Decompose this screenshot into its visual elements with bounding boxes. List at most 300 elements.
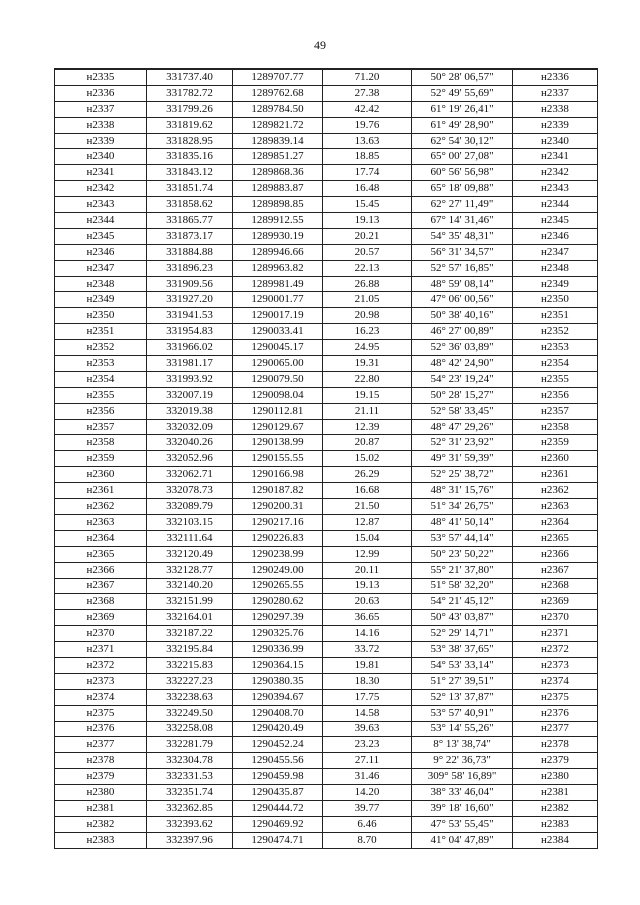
x-coordinate-cell: 332249.50 <box>147 705 233 721</box>
table-row <box>55 403 598 419</box>
x-coordinate-cell: 332304.78 <box>147 753 233 769</box>
next-point-cell: н2384 <box>513 832 598 848</box>
distance-cell: 19.81 <box>323 657 412 673</box>
y-coordinate-cell: 1290155.55 <box>233 451 323 467</box>
x-coordinate-cell: 331819.62 <box>147 117 233 133</box>
x-coordinate-cell: 331865.77 <box>147 213 233 229</box>
next-point-cell: н2347 <box>513 244 598 260</box>
x-coordinate-cell: 332362.85 <box>147 800 233 816</box>
x-coordinate-cell: 332062.71 <box>147 467 233 483</box>
distance-cell: 8.70 <box>323 832 412 848</box>
distance-cell: 33.72 <box>323 642 412 658</box>
distance-cell: 21.11 <box>323 403 412 419</box>
x-coordinate-cell: 332238.63 <box>147 689 233 705</box>
y-coordinate-cell: 1289851.27 <box>233 149 323 165</box>
distance-cell: 20.11 <box>323 562 412 578</box>
y-coordinate-cell: 1290065.00 <box>233 356 323 372</box>
direction-angle-cell: 48° 47' 29,26" <box>412 419 513 435</box>
point-id-cell: н2341 <box>55 165 147 181</box>
table-row <box>55 308 598 324</box>
y-coordinate-cell: 1289821.72 <box>233 117 323 133</box>
direction-angle-cell: 53° 14' 55,26" <box>412 721 513 737</box>
next-point-cell: н2353 <box>513 340 598 356</box>
distance-cell: 14.16 <box>323 626 412 642</box>
x-coordinate-cell: 332128.77 <box>147 562 233 578</box>
distance-cell: 13.63 <box>323 133 412 149</box>
x-coordinate-cell: 332019.38 <box>147 403 233 419</box>
table-row <box>55 69 598 85</box>
table-row <box>55 594 598 610</box>
distance-cell: 17.74 <box>323 165 412 181</box>
table-row <box>55 737 598 753</box>
y-coordinate-cell: 1290217.16 <box>233 514 323 530</box>
distance-cell: 16.68 <box>323 483 412 499</box>
point-id-cell: н2347 <box>55 260 147 276</box>
point-id-cell: н2382 <box>55 816 147 832</box>
next-point-cell: н2359 <box>513 435 598 451</box>
point-id-cell: н2375 <box>55 705 147 721</box>
x-coordinate-cell: 332052.96 <box>147 451 233 467</box>
x-coordinate-cell: 332397.96 <box>147 832 233 848</box>
direction-angle-cell: 56° 31' 34,57" <box>412 244 513 260</box>
x-coordinate-cell: 332195.84 <box>147 642 233 658</box>
table-row <box>55 451 598 467</box>
next-point-cell: н2343 <box>513 181 598 197</box>
distance-cell: 20.98 <box>323 308 412 324</box>
y-coordinate-cell: 1289784.50 <box>233 101 323 117</box>
direction-angle-cell: 309° 58' 16,89" <box>412 769 513 785</box>
next-point-cell: н2378 <box>513 737 598 753</box>
table-row <box>55 483 598 499</box>
direction-angle-cell: 39° 18' 16,60" <box>412 800 513 816</box>
next-point-cell: н2354 <box>513 356 598 372</box>
x-coordinate-cell: 332078.73 <box>147 483 233 499</box>
point-id-cell: н2361 <box>55 483 147 499</box>
point-id-cell: н2346 <box>55 244 147 260</box>
next-point-cell: н2379 <box>513 753 598 769</box>
direction-angle-cell: 53° 57' 44,14" <box>412 530 513 546</box>
next-point-cell: н2380 <box>513 769 598 785</box>
direction-angle-cell: 46° 27' 00,89" <box>412 324 513 340</box>
x-coordinate-cell: 332258.08 <box>147 721 233 737</box>
point-id-cell: н2349 <box>55 292 147 308</box>
point-id-cell: н2345 <box>55 228 147 244</box>
next-point-cell: н2344 <box>513 197 598 213</box>
y-coordinate-cell: 1290265.55 <box>233 578 323 594</box>
table-row <box>55 546 598 562</box>
direction-angle-cell: 50° 28' 15,27" <box>412 387 513 403</box>
y-coordinate-cell: 1290226.83 <box>233 530 323 546</box>
distance-cell: 24.95 <box>323 340 412 356</box>
distance-cell: 22.80 <box>323 371 412 387</box>
distance-cell: 12.87 <box>323 514 412 530</box>
table-row <box>55 769 598 785</box>
y-coordinate-cell: 1289963.82 <box>233 260 323 276</box>
direction-angle-cell: 51° 58' 32,20" <box>412 578 513 594</box>
table-row <box>55 626 598 642</box>
x-coordinate-cell: 332187.22 <box>147 626 233 642</box>
distance-cell: 26.88 <box>323 276 412 292</box>
point-id-cell: н2372 <box>55 657 147 673</box>
next-point-cell: н2366 <box>513 546 598 562</box>
next-point-cell: н2356 <box>513 387 598 403</box>
table-row <box>55 260 598 276</box>
point-id-cell: н2358 <box>55 435 147 451</box>
table-row <box>55 673 598 689</box>
x-coordinate-cell: 331909.56 <box>147 276 233 292</box>
x-coordinate-cell: 331858.62 <box>147 197 233 213</box>
table-row <box>55 435 598 451</box>
table-row <box>55 800 598 816</box>
distance-cell: 15.45 <box>323 197 412 213</box>
point-id-cell: н2370 <box>55 626 147 642</box>
y-coordinate-cell: 1289839.14 <box>233 133 323 149</box>
y-coordinate-cell: 1290474.71 <box>233 832 323 848</box>
point-id-cell: н2337 <box>55 101 147 117</box>
point-id-cell: н2340 <box>55 149 147 165</box>
y-coordinate-cell: 1290200.31 <box>233 499 323 515</box>
table-row <box>55 785 598 801</box>
x-coordinate-cell: 332227.23 <box>147 673 233 689</box>
x-coordinate-cell: 332393.62 <box>147 816 233 832</box>
direction-angle-cell: 47° 53' 55,45" <box>412 816 513 832</box>
next-point-cell: н2351 <box>513 308 598 324</box>
distance-cell: 20.63 <box>323 594 412 610</box>
y-coordinate-cell: 1290394.67 <box>233 689 323 705</box>
direction-angle-cell: 52° 29' 14,71" <box>412 626 513 642</box>
table-row <box>55 213 598 229</box>
y-coordinate-cell: 1290455.56 <box>233 753 323 769</box>
point-id-cell: н2381 <box>55 800 147 816</box>
next-point-cell: н2375 <box>513 689 598 705</box>
direction-angle-cell: 52° 36' 03,89" <box>412 340 513 356</box>
table-row <box>55 499 598 515</box>
distance-cell: 19.13 <box>323 213 412 229</box>
y-coordinate-cell: 1290297.39 <box>233 610 323 626</box>
y-coordinate-cell: 1290325.76 <box>233 626 323 642</box>
direction-angle-cell: 48° 59' 08,14" <box>412 276 513 292</box>
next-point-cell: н2358 <box>513 419 598 435</box>
x-coordinate-cell: 331941.53 <box>147 308 233 324</box>
x-coordinate-cell: 332151.99 <box>147 594 233 610</box>
next-point-cell: н2376 <box>513 705 598 721</box>
distance-cell: 71.20 <box>323 69 412 85</box>
next-point-cell: н2361 <box>513 467 598 483</box>
table-row <box>55 324 598 340</box>
point-id-cell: н2362 <box>55 499 147 515</box>
table-row <box>55 514 598 530</box>
y-coordinate-cell: 1290452.24 <box>233 737 323 753</box>
next-point-cell: н2373 <box>513 657 598 673</box>
direction-angle-cell: 54° 23' 19,24" <box>412 371 513 387</box>
direction-angle-cell: 60° 56' 56,98" <box>412 165 513 181</box>
point-id-cell: н2365 <box>55 546 147 562</box>
direction-angle-cell: 50° 38' 40,16" <box>412 308 513 324</box>
distance-cell: 20.57 <box>323 244 412 260</box>
point-id-cell: н2373 <box>55 673 147 689</box>
distance-cell: 22.13 <box>323 260 412 276</box>
direction-angle-cell: 61° 49' 28,90" <box>412 117 513 133</box>
table-row <box>55 562 598 578</box>
table-row <box>55 276 598 292</box>
x-coordinate-cell: 332040.26 <box>147 435 233 451</box>
point-id-cell: н2353 <box>55 356 147 372</box>
x-coordinate-cell: 331981.17 <box>147 356 233 372</box>
y-coordinate-cell: 1289946.66 <box>233 244 323 260</box>
y-coordinate-cell: 1289868.36 <box>233 165 323 181</box>
point-id-cell: н2363 <box>55 514 147 530</box>
distance-cell: 15.04 <box>323 530 412 546</box>
next-point-cell: н2370 <box>513 610 598 626</box>
point-id-cell: н2367 <box>55 578 147 594</box>
direction-angle-cell: 8° 13' 38,74" <box>412 737 513 753</box>
direction-angle-cell: 38° 33' 46,04" <box>412 785 513 801</box>
y-coordinate-cell: 1289883.87 <box>233 181 323 197</box>
point-id-cell: н2357 <box>55 419 147 435</box>
distance-cell: 16.48 <box>323 181 412 197</box>
table-row <box>55 721 598 737</box>
next-point-cell: н2340 <box>513 133 598 149</box>
direction-angle-cell: 52° 13' 37,87" <box>412 689 513 705</box>
y-coordinate-cell: 1290469.92 <box>233 816 323 832</box>
table-row <box>55 578 598 594</box>
point-id-cell: н2368 <box>55 594 147 610</box>
x-coordinate-cell: 331835.16 <box>147 149 233 165</box>
table-row <box>55 117 598 133</box>
y-coordinate-cell: 1290336.99 <box>233 642 323 658</box>
table-row <box>55 467 598 483</box>
distance-cell: 26.29 <box>323 467 412 483</box>
x-coordinate-cell: 331828.95 <box>147 133 233 149</box>
x-coordinate-cell: 331927.20 <box>147 292 233 308</box>
x-coordinate-cell: 332007.19 <box>147 387 233 403</box>
x-coordinate-cell: 331884.88 <box>147 244 233 260</box>
table-row <box>55 165 598 181</box>
x-coordinate-cell: 331737.40 <box>147 69 233 85</box>
point-id-cell: н2377 <box>55 737 147 753</box>
y-coordinate-cell: 1290280.62 <box>233 594 323 610</box>
direction-angle-cell: 62° 27' 11,49" <box>412 197 513 213</box>
table-row <box>55 832 598 848</box>
next-point-cell: н2360 <box>513 451 598 467</box>
x-coordinate-cell: 332351.74 <box>147 785 233 801</box>
next-point-cell: н2364 <box>513 514 598 530</box>
next-point-cell: н2346 <box>513 228 598 244</box>
table-row <box>55 340 598 356</box>
x-coordinate-cell: 332103.15 <box>147 514 233 530</box>
point-id-cell: н2380 <box>55 785 147 801</box>
y-coordinate-cell: 1290079.50 <box>233 371 323 387</box>
x-coordinate-cell: 332331.53 <box>147 769 233 785</box>
y-coordinate-cell: 1290017.19 <box>233 308 323 324</box>
y-coordinate-cell: 1290444.72 <box>233 800 323 816</box>
table-row <box>55 133 598 149</box>
y-coordinate-cell: 1290001.77 <box>233 292 323 308</box>
direction-angle-cell: 54° 21' 45,12" <box>412 594 513 610</box>
point-id-cell: н2348 <box>55 276 147 292</box>
distance-cell: 14.20 <box>323 785 412 801</box>
distance-cell: 19.31 <box>323 356 412 372</box>
next-point-cell: н2338 <box>513 101 598 117</box>
x-coordinate-cell: 332032.09 <box>147 419 233 435</box>
distance-cell: 12.39 <box>323 419 412 435</box>
direction-angle-cell: 65° 00' 27,08" <box>412 149 513 165</box>
point-id-cell: н2379 <box>55 769 147 785</box>
distance-cell: 42.42 <box>323 101 412 117</box>
next-point-cell: н2345 <box>513 213 598 229</box>
next-point-cell: н2357 <box>513 403 598 419</box>
next-point-cell: н2383 <box>513 816 598 832</box>
distance-cell: 19.15 <box>323 387 412 403</box>
next-point-cell: н2341 <box>513 149 598 165</box>
x-coordinate-cell: 332120.49 <box>147 546 233 562</box>
distance-cell: 19.76 <box>323 117 412 133</box>
direction-angle-cell: 52° 57' 16,85" <box>412 260 513 276</box>
direction-angle-cell: 65° 18' 09,88" <box>412 181 513 197</box>
page-number: 49 <box>314 38 326 52</box>
distance-cell: 21.50 <box>323 499 412 515</box>
direction-angle-cell: 52° 49' 55,69" <box>412 85 513 101</box>
x-coordinate-cell: 332111.64 <box>147 530 233 546</box>
table-row <box>55 657 598 673</box>
x-coordinate-cell: 332215.83 <box>147 657 233 673</box>
y-coordinate-cell: 1290408.70 <box>233 705 323 721</box>
distance-cell: 19.13 <box>323 578 412 594</box>
direction-angle-cell: 50° 43' 03,87" <box>412 610 513 626</box>
coordinates-table <box>54 68 598 849</box>
next-point-cell: н2350 <box>513 292 598 308</box>
x-coordinate-cell: 331993.92 <box>147 371 233 387</box>
distance-cell: 12.99 <box>323 546 412 562</box>
table-row <box>55 356 598 372</box>
direction-angle-cell: 50° 23' 50,22" <box>412 546 513 562</box>
next-point-cell: н2355 <box>513 371 598 387</box>
y-coordinate-cell: 1290138.99 <box>233 435 323 451</box>
direction-angle-cell: 51° 34' 26,75" <box>412 499 513 515</box>
distance-cell: 20.21 <box>323 228 412 244</box>
table-row <box>55 85 598 101</box>
table-row <box>55 149 598 165</box>
point-id-cell: н2339 <box>55 133 147 149</box>
table-row <box>55 371 598 387</box>
y-coordinate-cell: 1290238.99 <box>233 546 323 562</box>
direction-angle-cell: 55° 21' 37,80" <box>412 562 513 578</box>
next-point-cell: н2368 <box>513 578 598 594</box>
point-id-cell: н2344 <box>55 213 147 229</box>
point-id-cell: н2378 <box>55 753 147 769</box>
distance-cell: 18.30 <box>323 673 412 689</box>
table-row <box>55 244 598 260</box>
next-point-cell: н2369 <box>513 594 598 610</box>
point-id-cell: н2369 <box>55 610 147 626</box>
y-coordinate-cell: 1289762.68 <box>233 85 323 101</box>
y-coordinate-cell: 1289898.85 <box>233 197 323 213</box>
distance-cell: 6.46 <box>323 816 412 832</box>
direction-angle-cell: 41° 04' 47,89" <box>412 832 513 848</box>
table-row <box>55 753 598 769</box>
table-row <box>55 419 598 435</box>
distance-cell: 23.23 <box>323 737 412 753</box>
y-coordinate-cell: 1290435.87 <box>233 785 323 801</box>
point-id-cell: н2360 <box>55 467 147 483</box>
distance-cell: 31.46 <box>323 769 412 785</box>
next-point-cell: н2342 <box>513 165 598 181</box>
distance-cell: 27.11 <box>323 753 412 769</box>
next-point-cell: н2336 <box>513 69 598 85</box>
next-point-cell: н2352 <box>513 324 598 340</box>
direction-angle-cell: 48° 31' 15,76" <box>412 483 513 499</box>
point-id-cell: н2352 <box>55 340 147 356</box>
coordinates-table-body <box>55 69 598 848</box>
direction-angle-cell: 9° 22' 36,73" <box>412 753 513 769</box>
x-coordinate-cell: 331954.83 <box>147 324 233 340</box>
x-coordinate-cell: 331896.23 <box>147 260 233 276</box>
direction-angle-cell: 49° 31' 59,39" <box>412 451 513 467</box>
table-row <box>55 816 598 832</box>
x-coordinate-cell: 331851.74 <box>147 181 233 197</box>
point-id-cell: н2350 <box>55 308 147 324</box>
table-row <box>55 101 598 117</box>
y-coordinate-cell: 1290420.49 <box>233 721 323 737</box>
point-id-cell: н2371 <box>55 642 147 658</box>
y-coordinate-cell: 1290249.00 <box>233 562 323 578</box>
point-id-cell: н2351 <box>55 324 147 340</box>
distance-cell: 14.58 <box>323 705 412 721</box>
direction-angle-cell: 61° 19' 26,41" <box>412 101 513 117</box>
distance-cell: 15.02 <box>323 451 412 467</box>
y-coordinate-cell: 1289912.55 <box>233 213 323 229</box>
point-id-cell: н2354 <box>55 371 147 387</box>
point-id-cell: н2376 <box>55 721 147 737</box>
distance-cell: 27.38 <box>323 85 412 101</box>
x-coordinate-cell: 331873.17 <box>147 228 233 244</box>
y-coordinate-cell: 1289930.19 <box>233 228 323 244</box>
direction-angle-cell: 51° 27' 39,51" <box>412 673 513 689</box>
direction-angle-cell: 52° 58' 33,45" <box>412 403 513 419</box>
distance-cell: 18.85 <box>323 149 412 165</box>
point-id-cell: н2342 <box>55 181 147 197</box>
table-row <box>55 610 598 626</box>
distance-cell: 36.65 <box>323 610 412 626</box>
distance-cell: 16.23 <box>323 324 412 340</box>
next-point-cell: н2349 <box>513 276 598 292</box>
table-row <box>55 705 598 721</box>
table-row <box>55 181 598 197</box>
x-coordinate-cell: 332089.79 <box>147 499 233 515</box>
point-id-cell: н2359 <box>55 451 147 467</box>
direction-angle-cell: 53° 38' 37,65" <box>412 642 513 658</box>
table-row <box>55 387 598 403</box>
point-id-cell: н2336 <box>55 85 147 101</box>
next-point-cell: н2372 <box>513 642 598 658</box>
distance-cell: 20.87 <box>323 435 412 451</box>
y-coordinate-cell: 1290129.67 <box>233 419 323 435</box>
y-coordinate-cell: 1290187.82 <box>233 483 323 499</box>
next-point-cell: н2374 <box>513 673 598 689</box>
table-row <box>55 292 598 308</box>
y-coordinate-cell: 1290098.04 <box>233 387 323 403</box>
point-id-cell: н2355 <box>55 387 147 403</box>
next-point-cell: н2337 <box>513 85 598 101</box>
distance-cell: 21.05 <box>323 292 412 308</box>
y-coordinate-cell: 1290033.41 <box>233 324 323 340</box>
distance-cell: 17.75 <box>323 689 412 705</box>
x-coordinate-cell: 331966.02 <box>147 340 233 356</box>
direction-angle-cell: 53° 57' 40,91" <box>412 705 513 721</box>
table-row <box>55 228 598 244</box>
next-point-cell: н2382 <box>513 800 598 816</box>
next-point-cell: н2362 <box>513 483 598 499</box>
